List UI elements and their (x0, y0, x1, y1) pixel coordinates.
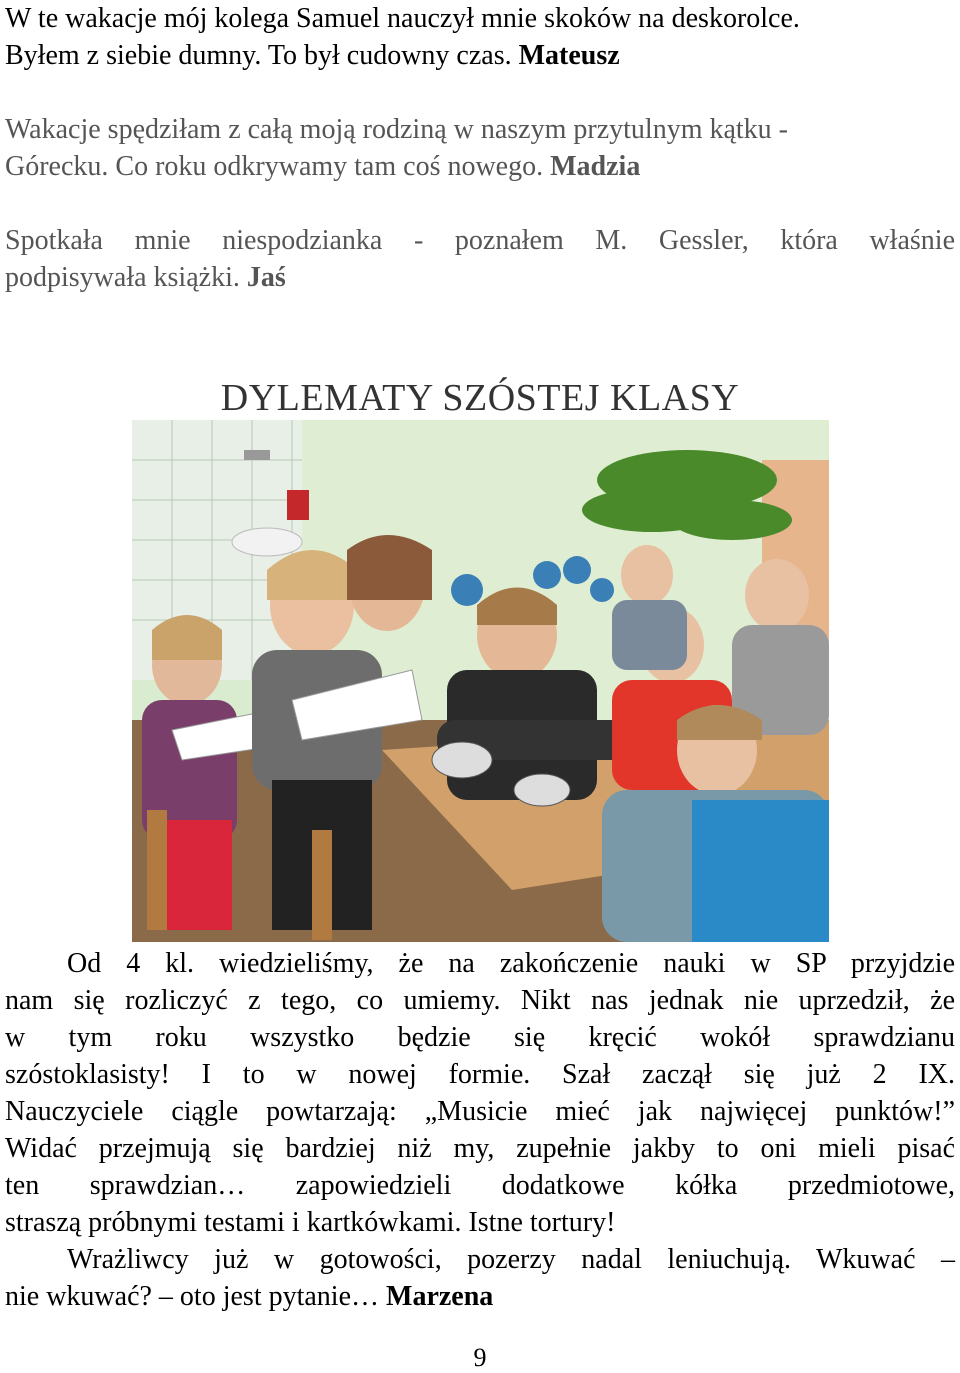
paragraph-jas (5, 222, 955, 296)
article-body (5, 945, 955, 1315)
text-fragment: Byłem z siebie dumny. To był cudowny czas. (5, 40, 519, 71)
text-line (5, 259, 955, 296)
paragraph-madzia (5, 111, 955, 185)
author-name: Marzena (386, 1281, 494, 1312)
text-line: szóstoklasisty! I to w nowej formie. Szał zaczął się już 2 IX. (5, 1059, 955, 1090)
page-number: 9 (473, 1343, 487, 1372)
text-line: W te wakacje mój kolega Samuel nauczył mnie skoków na deskorolce. (5, 3, 800, 34)
author-name: Madzia (550, 151, 641, 182)
classroom-photo (132, 420, 829, 942)
text-line: w tym roku wszystko będzie się kręcić wokół sprawdzianu (5, 1022, 955, 1053)
text-line (5, 1278, 955, 1315)
text-line: Wrażliwcy już w gotowości, pozerzy nadal leniuchują. Wkuwać – (67, 1244, 955, 1275)
author-name: Mateusz (518, 40, 620, 71)
text-fragment: podpisywała książki. (5, 262, 247, 293)
text-line: Spotkała mnie niespodzianka - poznałem M. Gessler, która właśnie (5, 225, 955, 256)
author-name: Jaś (246, 262, 286, 293)
text-fragment: Górecku. Co roku odkrywamy tam coś nowego. (5, 151, 551, 182)
text-line (5, 37, 955, 74)
paragraph-mateusz (5, 0, 955, 74)
text-line: Od 4 kl. wiedzieliśmy, że na zakończenie nauki w SP przyjdzie (67, 948, 955, 979)
text-fragment: nie wkuwać? – oto jest pytanie… (5, 1281, 387, 1312)
text-line: nam się rozliczyć z tego, co umiemy. Nikt nas jednak nie uprzedził, że (5, 985, 955, 1016)
text-line: Wakacje spędziłam z całą moją rodziną w naszym przytulnym kątku - (5, 114, 789, 145)
text-line (5, 148, 955, 185)
text-line: Nauczyciele ciągle powtarzają: „Musicie mieć jak najwięcej punktów!” (5, 1096, 955, 1127)
text-line: Widać przejmują się bardziej niż my, zupełnie jakby to oni mieli pisać (5, 1133, 955, 1164)
text-line: straszą próbnymi testami i kartkówkami. Istne tortury! (5, 1207, 616, 1238)
article-title: DYLEMATY SZÓSTEJ KLASY (220, 377, 740, 419)
text-line: ten sprawdzian… zapowiedzieli dodatkowe kółka przedmiotowe, (5, 1170, 955, 1201)
